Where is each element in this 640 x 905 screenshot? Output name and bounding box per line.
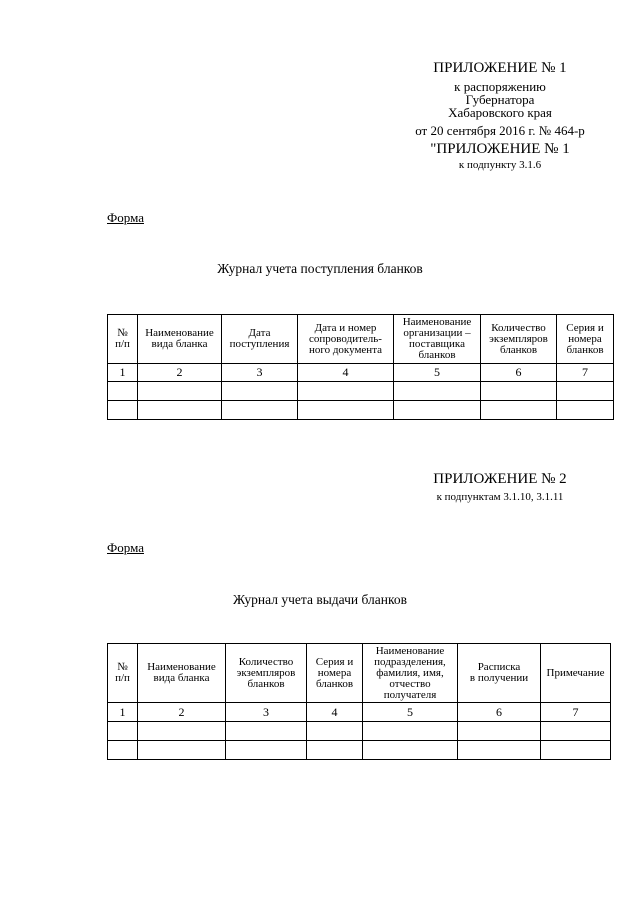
- appendix1-title: ПРИЛОЖЕНИЕ № 1: [433, 60, 567, 76]
- form2-title: Журнал учета выдачи бланков: [233, 592, 407, 607]
- header-line: экземпляров: [236, 666, 296, 679]
- form1-empty-row: [108, 401, 614, 420]
- form2-header-cell: [226, 644, 307, 703]
- form1-header-cell: [298, 315, 394, 364]
- header-line: Наименование: [145, 327, 214, 339]
- header-line: бланков: [247, 677, 285, 690]
- appendix2-title: ПРИЛОЖЕНИЕ № 2: [433, 471, 567, 487]
- table-cell: [108, 382, 138, 401]
- header-line: №: [117, 661, 128, 673]
- header-line: бланков: [499, 343, 538, 356]
- table-cell: [541, 741, 611, 760]
- table-cell: [298, 401, 394, 420]
- appendix1-ref: к подпункту 3.1.6: [458, 159, 542, 171]
- form2-header-cell: [458, 644, 541, 703]
- header-line: Дата и номер: [314, 321, 377, 334]
- table-cell: [138, 722, 226, 741]
- table-cell: [108, 722, 138, 741]
- appendix1-line3: Хабаровского края: [448, 105, 552, 120]
- form1-number-row: [108, 364, 614, 382]
- table-cell: [363, 741, 458, 760]
- table-cell: [222, 382, 298, 401]
- form2-col-number: 2: [138, 703, 226, 722]
- header-line: бланков: [418, 349, 456, 361]
- header-line: вида бланка: [153, 672, 210, 684]
- table-cell: [138, 382, 222, 401]
- form1-empty-row: [108, 382, 614, 401]
- table-cell: [481, 382, 557, 401]
- table-cell: [138, 401, 222, 420]
- form1-col-number: 1: [108, 364, 138, 382]
- form2-header-cell: [138, 644, 226, 703]
- header-line: ного документа: [308, 343, 383, 356]
- form1-header-cell: [108, 315, 138, 364]
- form2-number-row: [108, 703, 611, 722]
- form2-forma-label: Форма: [107, 540, 144, 555]
- table-cell: [307, 722, 363, 741]
- header-line: в получении: [469, 672, 529, 684]
- header-line: экземпляров: [489, 332, 548, 345]
- header-line: Наименование: [402, 316, 472, 328]
- table-cell: [363, 722, 458, 741]
- form2-col-number: 7: [541, 703, 611, 722]
- form2-col-number: 4: [307, 703, 363, 722]
- form1-col-number: 7: [557, 364, 614, 382]
- form1-col-number: 6: [481, 364, 557, 382]
- table-cell: [541, 722, 611, 741]
- header-line: Наименование: [147, 661, 216, 673]
- appendix1-line2: Губернатора: [465, 92, 535, 107]
- form1-col-number: 2: [138, 364, 222, 382]
- form1-header-cell: [222, 315, 298, 364]
- header-line: Количество: [491, 321, 546, 334]
- appendix2-header: [385, 471, 615, 504]
- form1-title: Журнал учета поступления бланков: [217, 261, 423, 276]
- form2-empty-row: [108, 741, 611, 760]
- form2-table: [107, 643, 611, 760]
- form1-header-row: [108, 315, 614, 364]
- table-cell: [557, 401, 614, 420]
- appendix1-header: [380, 60, 620, 172]
- form2-header-cell: [307, 644, 363, 703]
- table-cell: [226, 722, 307, 741]
- form1-header-cell: [557, 315, 614, 364]
- header-line: получателя: [383, 688, 437, 701]
- table-cell: [108, 401, 138, 420]
- header-line: сопроводитель-: [309, 332, 382, 345]
- form2-col-number: 3: [226, 703, 307, 722]
- appendix1-title2: "ПРИЛОЖЕНИЕ № 1: [430, 141, 570, 157]
- table-cell: [138, 741, 226, 760]
- form1-header-cell: [481, 315, 557, 364]
- header-line: вида бланка: [151, 338, 208, 350]
- table-cell: [298, 382, 394, 401]
- header-line: поставщика: [409, 338, 465, 350]
- form1-forma-label: Форма: [107, 210, 144, 225]
- header-line: подразделения,: [374, 655, 446, 668]
- header-line: Серия и: [315, 655, 354, 668]
- table-cell: [394, 401, 481, 420]
- form1-col-number: 3: [222, 364, 298, 382]
- header-line: Расписка: [477, 661, 521, 673]
- appendix1-line1: к распоряжению: [454, 79, 546, 94]
- header-line: п/п: [115, 338, 130, 350]
- form2-header-row: [108, 644, 611, 703]
- header-line: бланков: [566, 343, 604, 356]
- header-line: бланков: [315, 677, 354, 690]
- form1-col-number: 4: [298, 364, 394, 382]
- form1-col-number: 5: [394, 364, 481, 382]
- form2-header-cell: [108, 644, 138, 703]
- table-cell: [458, 722, 541, 741]
- table-cell: [108, 741, 138, 760]
- header-line: Количество: [238, 655, 294, 668]
- table-cell: [307, 741, 363, 760]
- header-line: Примечание: [546, 666, 605, 679]
- table-cell: [226, 741, 307, 760]
- appendix2-ref: к подпунктам 3.1.10, 3.1.11: [436, 491, 564, 503]
- header-line: №: [117, 327, 128, 339]
- header-line: Дата: [248, 327, 271, 339]
- header-line: фамилия, имя,: [376, 666, 444, 679]
- header-line: отчество: [389, 677, 431, 690]
- table-cell: [481, 401, 557, 420]
- table-cell: [222, 401, 298, 420]
- form2-col-number: 5: [363, 703, 458, 722]
- form2-col-number: 6: [458, 703, 541, 722]
- header-line: Серия и: [566, 321, 604, 334]
- form1-header-cell: [394, 315, 481, 364]
- form1-table: [107, 314, 614, 420]
- header-line: номера: [568, 332, 602, 345]
- header-line: поступления: [229, 338, 290, 350]
- table-cell: [557, 382, 614, 401]
- form2-header-cell: [363, 644, 458, 703]
- table-cell: [394, 382, 481, 401]
- appendix1-line4: от 20 сентября 2016 г. № 464-р: [415, 123, 585, 138]
- form2-col-number: 1: [108, 703, 138, 722]
- header-line: организации –: [403, 327, 471, 339]
- header-line: номера: [317, 666, 352, 679]
- header-line: п/п: [115, 672, 130, 684]
- form1-header-cell: [138, 315, 222, 364]
- form2-header-cell: [541, 644, 611, 703]
- table-cell: [458, 741, 541, 760]
- form2-empty-row: [108, 722, 611, 741]
- header-line: Наименование: [375, 644, 445, 657]
